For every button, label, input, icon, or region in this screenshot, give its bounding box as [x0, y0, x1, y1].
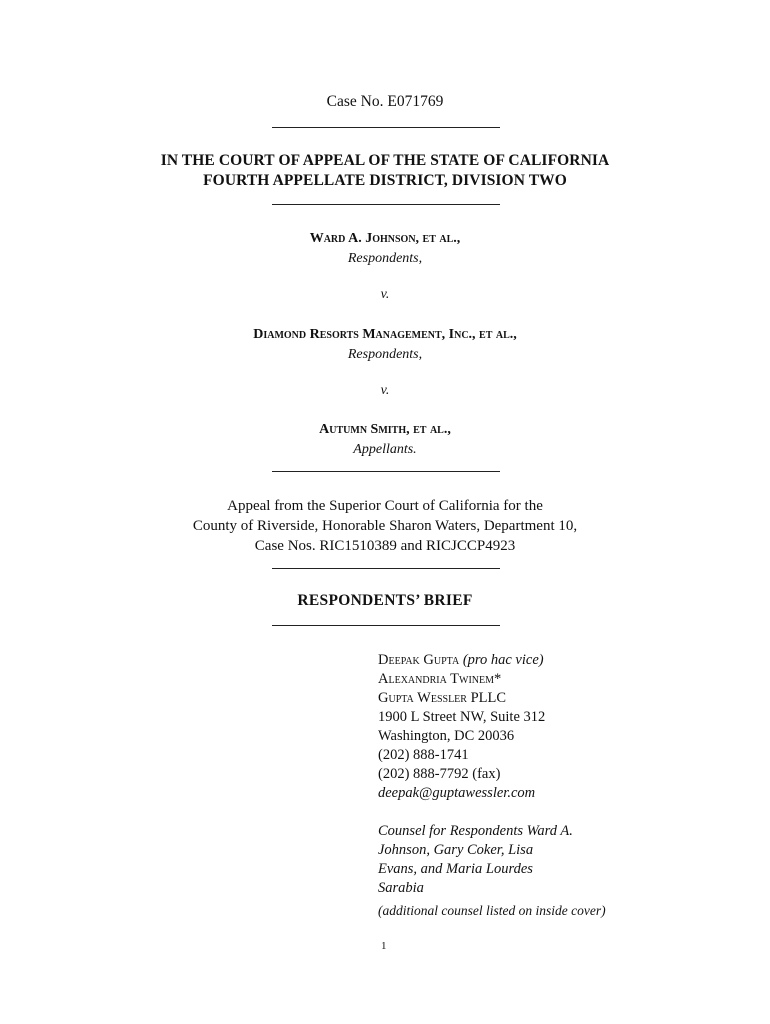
court-heading — [0, 151, 770, 191]
divider-rule — [272, 568, 500, 569]
brief-title: RESPONDENTS’ BRIEF — [297, 592, 473, 609]
case-number: Case No. E071769 — [326, 93, 444, 110]
party-role: Appellants. — [353, 442, 417, 457]
party-block — [0, 420, 770, 460]
party-name: Diamond Resorts Management, Inc., et al., — [253, 327, 517, 342]
court-line-1: IN THE COURT OF APPEAL OF THE STATE OF CALIFORNIA — [160, 152, 610, 169]
counsel-block — [378, 651, 618, 920]
versus-label: v. — [380, 383, 390, 398]
appeal-line-2: County of Riverside, Honorable Sharon Waters, Department 10, — [192, 518, 578, 534]
appeal-statement — [0, 496, 770, 556]
additional-counsel-note: (additional counsel listed on inside cover) — [378, 903, 606, 918]
counsel-for-line: Counsel for Respondents Ward A. — [378, 823, 573, 839]
versus-label: v. — [380, 287, 390, 302]
phone-number: (202) 888-1741 — [378, 747, 469, 763]
party-block — [0, 325, 770, 365]
counsel-for-line: Johnson, Gary Coker, Lisa — [378, 842, 534, 858]
city-address: Washington, DC 20036 — [378, 728, 515, 744]
party-name: Ward A. Johnson, et al., — [309, 231, 461, 246]
divider-rule — [272, 127, 500, 128]
spacer — [378, 803, 618, 822]
party-role: Respondents, — [347, 347, 423, 362]
court-line-2: FOURTH APPELLATE DISTRICT, DIVISION TWO — [203, 172, 567, 189]
counsel-for-line: Evans, and Maria Lourdes — [378, 861, 533, 877]
party-block — [0, 229, 770, 269]
fax-number: (202) 888-7792 (fax) — [378, 766, 501, 782]
appeal-line-1: Appeal from the Superior Court of California for the — [227, 498, 543, 514]
attorney-1-note: (pro hac vice) — [462, 652, 544, 668]
divider-rule — [272, 625, 500, 626]
page-number: 1 — [381, 940, 387, 952]
party-name: Autumn Smith, et al., — [319, 422, 451, 437]
attorney-1 — [378, 651, 618, 670]
appeal-line-3: Case Nos. RIC1510389 and RICJCCP4923 — [254, 538, 516, 554]
street-address: 1900 L Street NW, Suite 312 — [378, 709, 546, 725]
party-role: Respondents, — [347, 251, 423, 266]
counsel-for-line: Sarabia — [378, 880, 424, 896]
divider-rule — [272, 471, 500, 472]
law-firm: Gupta Wessler PLLC — [378, 690, 507, 706]
attorney-1-name: Deepak Gupta — [378, 652, 460, 668]
divider-rule — [272, 204, 500, 205]
attorney-2: Alexandria Twinem* — [378, 671, 502, 687]
email-address: deepak@guptawessler.com — [378, 785, 536, 801]
